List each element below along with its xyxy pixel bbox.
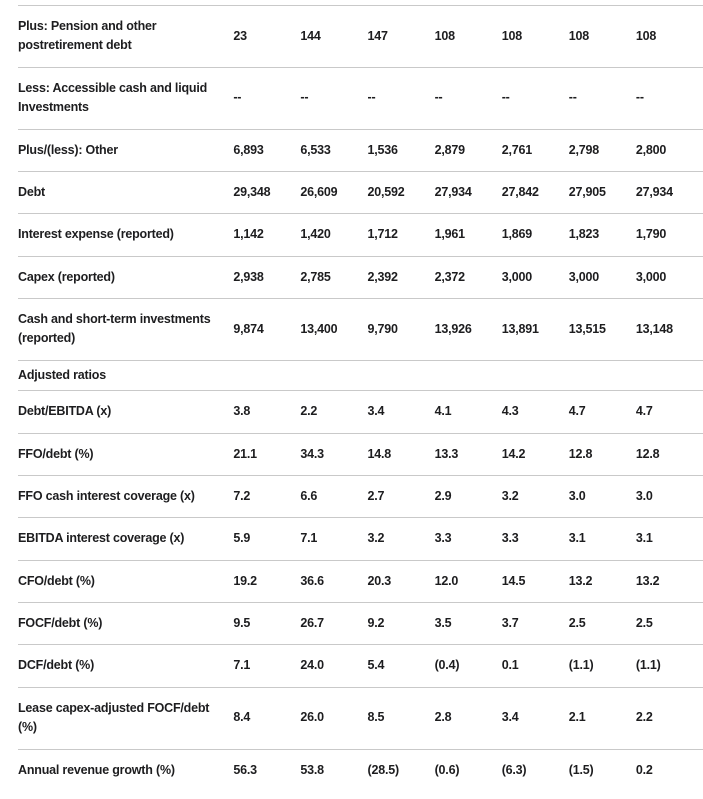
cell-value: 108 [635, 28, 657, 43]
table-row [18, 433, 703, 475]
cell-value: 29,348 [233, 184, 271, 199]
table-body [18, 6, 703, 791]
row-label: FFO cash interest coverage (x) [18, 488, 195, 503]
cell-value: 13.2 [635, 573, 660, 588]
cell-value: 53.8 [300, 762, 324, 777]
cell-value: 27,842 [501, 184, 539, 199]
table-row [18, 560, 703, 602]
cell-value: 20,592 [367, 184, 405, 199]
cell-value: 7.1 [233, 658, 251, 673]
cell-value: -- [568, 90, 577, 105]
cell-value: 5.4 [367, 658, 385, 673]
table-row [18, 603, 703, 645]
cell-value: 4.1 [434, 404, 452, 419]
cell-value: 2.5 [635, 616, 653, 630]
cell-value: 4.7 [568, 404, 586, 419]
table-row [18, 645, 703, 687]
cell-value: 8.5 [367, 710, 385, 725]
cell-value: 0.1 [501, 658, 519, 673]
table-row [18, 6, 703, 68]
cell-value: -- [501, 90, 510, 105]
cell-value: 7.1 [300, 531, 318, 546]
cell-value: 2,392 [367, 269, 398, 284]
cell-value: 2,785 [300, 269, 331, 284]
cell-value: 2,938 [233, 269, 264, 284]
cell-value: 12.8 [568, 446, 593, 461]
cell-value: 26.7 [300, 616, 324, 630]
table-row [18, 67, 703, 129]
cell-value: 21.1 [233, 446, 257, 461]
cell-value: 1,420 [300, 227, 331, 242]
cell-value: 1,712 [367, 227, 398, 242]
cell-value: 2.9 [434, 488, 452, 503]
table-row [18, 749, 703, 791]
cell-value: 13.2 [568, 573, 593, 588]
cell-value: 3.1 [568, 531, 586, 546]
cell-value: 14.8 [367, 446, 392, 461]
cell-value: -- [434, 90, 443, 105]
cell-value: 2,879 [434, 142, 465, 157]
cell-value: 13,926 [434, 321, 472, 336]
table-row [18, 214, 703, 256]
row-label: Plus: Pension and other postretirement debt [18, 19, 157, 53]
cell-value: 3.8 [233, 404, 251, 419]
row-label: CFO/debt (%) [18, 573, 95, 588]
cell-value: 1,142 [233, 227, 264, 242]
table-row [18, 256, 703, 298]
cell-value: 13,400 [300, 321, 338, 336]
cell-value: 3.3 [434, 531, 452, 546]
cell-value: 3.3 [501, 531, 519, 546]
cell-value: -- [635, 90, 644, 105]
cell-value: 2,800 [635, 142, 667, 157]
cell-value: 108 [501, 28, 522, 43]
cell-value: 3.7 [501, 616, 519, 630]
cell-value: (28.5) [367, 762, 399, 777]
row-label: Lease capex-adjusted FOCF/debt (%) [18, 700, 210, 735]
cell-value: 3.5 [434, 616, 452, 630]
cell-value: 6,893 [233, 142, 264, 157]
cell-value: 2.2 [300, 404, 318, 419]
table-row [18, 171, 703, 213]
cell-value: 13,515 [568, 321, 606, 336]
cell-value: 9,790 [367, 321, 398, 336]
cell-value: 3.1 [635, 531, 653, 546]
row-label: Plus/(less): Other [18, 142, 118, 157]
cell-value: 1,823 [568, 227, 600, 242]
cell-value: -- [300, 90, 309, 105]
cell-value: 2.5 [568, 616, 586, 630]
cell-value: 108 [434, 28, 455, 43]
cell-value: 26,609 [300, 184, 338, 199]
row-label: EBITDA interest coverage (x) [18, 531, 185, 546]
cell-value: 20.3 [367, 573, 392, 588]
cell-value: 1,961 [434, 227, 465, 242]
cell-value: 19.2 [233, 573, 257, 588]
cell-value: 2,372 [434, 269, 465, 284]
cell-value: 27,934 [434, 184, 472, 199]
cell-value: 3.0 [568, 488, 586, 503]
table-row [18, 299, 703, 361]
cell-value: 12.0 [434, 573, 459, 588]
cell-value: 1,790 [635, 227, 667, 242]
cell-value: 108 [568, 28, 590, 43]
cell-value: 13.3 [434, 446, 459, 461]
cell-value: 4.7 [635, 404, 653, 419]
cell-value: 12.8 [635, 446, 660, 461]
cell-value: 27,905 [568, 184, 606, 199]
cell-value: 6.6 [300, 488, 318, 503]
table-row [18, 129, 703, 171]
cell-value: 9.5 [233, 616, 251, 630]
cell-value: 3.2 [501, 488, 519, 503]
cell-value: 13,891 [501, 321, 539, 336]
cell-value: 2.1 [568, 710, 586, 725]
section-title: Adjusted ratios [18, 367, 106, 382]
cell-value: 2.2 [635, 710, 653, 725]
row-label: Debt/EBITDA (x) [18, 404, 112, 419]
cell-value: 2.8 [434, 710, 452, 725]
cell-value: 8.4 [233, 710, 251, 725]
row-label: Cash and short-term investments (reported) [18, 312, 211, 346]
cell-value: 3.2 [367, 531, 385, 546]
cell-value: 23 [233, 28, 247, 43]
row-label: Capex (reported) [18, 269, 115, 284]
row-label: DCF/debt (%) [18, 658, 95, 673]
cell-value: 26.0 [300, 710, 324, 725]
cell-value: (1.1) [568, 658, 594, 673]
cell-value: 2,761 [501, 142, 532, 157]
cell-value: 3.4 [501, 710, 519, 725]
cell-value: 2.7 [367, 488, 385, 503]
cell-value: (0.4) [434, 658, 460, 673]
cell-value: -- [367, 90, 376, 105]
cell-value: (6.3) [501, 762, 527, 777]
cell-value: 14.5 [501, 573, 526, 588]
cell-value: (1.5) [568, 762, 594, 777]
cell-value: 3.4 [367, 404, 385, 419]
cell-value: 3,000 [501, 269, 532, 284]
cell-value: 4.3 [501, 404, 519, 419]
cell-value: 1,869 [501, 227, 532, 242]
row-label: Less: Accessible cash and liquid Investments [18, 80, 208, 115]
row-label: Interest expense (reported) [18, 227, 174, 242]
financial-metrics-table [18, 5, 703, 791]
cell-value: 5.9 [233, 531, 251, 546]
cell-value: 2,798 [568, 142, 600, 157]
row-label: Debt [18, 184, 45, 199]
cell-value: 3,000 [568, 269, 600, 284]
cell-value: 1,536 [367, 142, 398, 157]
cell-value: (1.1) [635, 658, 661, 673]
cell-value: 9.2 [367, 616, 385, 630]
cell-value: 147 [367, 28, 388, 43]
cell-value: 0.2 [635, 762, 653, 777]
table-row [18, 475, 703, 517]
cell-value: (0.6) [434, 762, 460, 777]
cell-value: 14.2 [501, 446, 526, 461]
cell-value: 34.3 [300, 446, 324, 461]
cell-value: 24.0 [300, 658, 324, 673]
cell-value: 56.3 [233, 762, 257, 777]
cell-value: 144 [300, 28, 321, 43]
cell-value: 36.6 [300, 573, 324, 588]
row-label: FFO/debt (%) [18, 446, 94, 461]
row-label: FOCF/debt (%) [18, 616, 103, 630]
table-row [18, 391, 703, 433]
cell-value: 6,533 [300, 142, 331, 157]
cell-value: 7.2 [233, 488, 251, 503]
cell-value: 9,874 [233, 321, 264, 336]
cell-value: 27,934 [635, 184, 673, 199]
metrics-table [18, 5, 703, 791]
cell-value: 3.0 [635, 488, 653, 503]
row-label: Annual revenue growth (%) [18, 762, 175, 777]
table-row [18, 518, 703, 560]
section-header-row [18, 360, 703, 390]
table-row [18, 687, 703, 749]
cell-value: 13,148 [635, 321, 673, 336]
cell-value: -- [233, 90, 242, 105]
cell-value: 3,000 [635, 269, 667, 284]
